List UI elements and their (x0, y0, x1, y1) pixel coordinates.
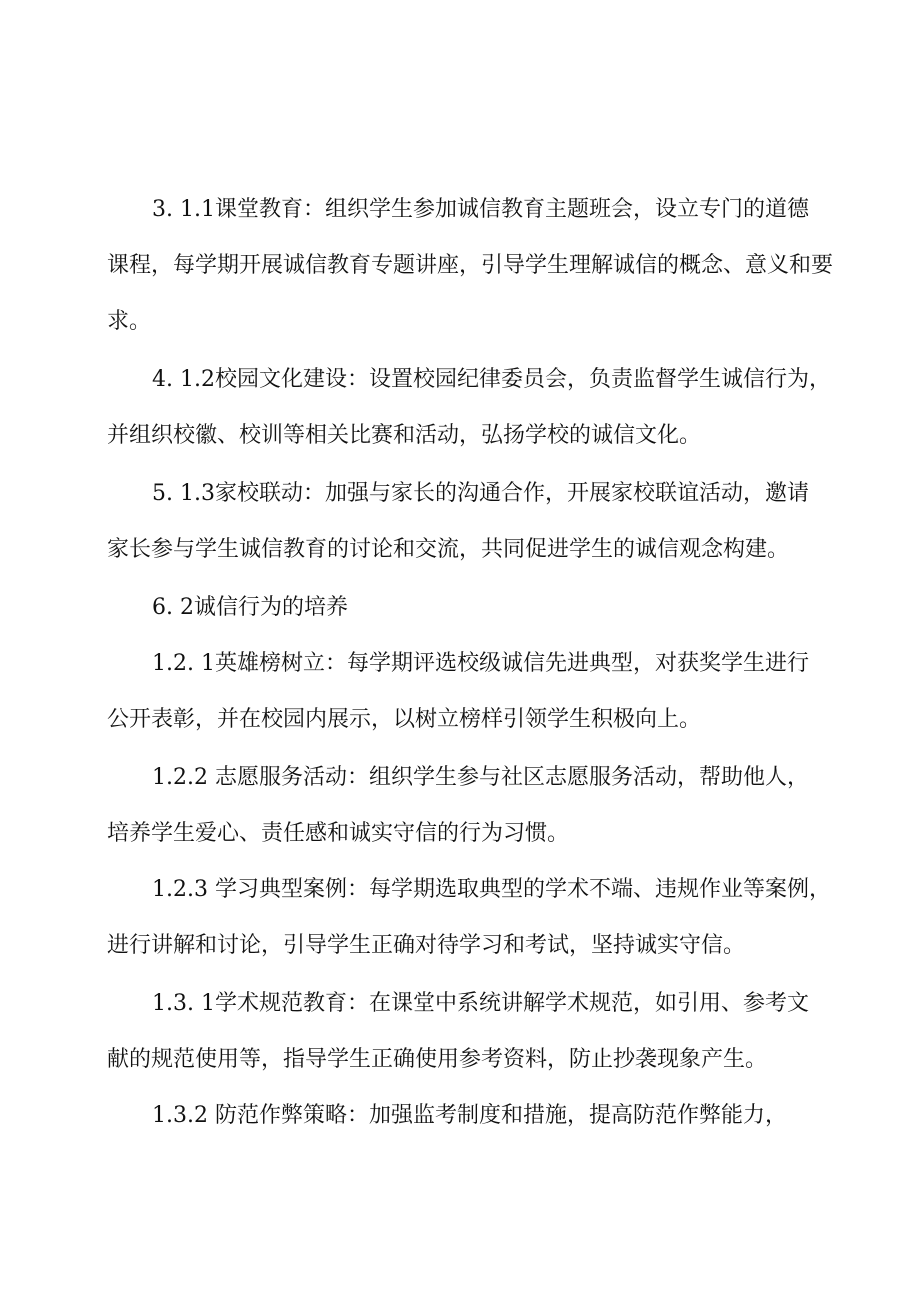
text-line: 4. 1.2校园文化建设：设置校园纪律委员会，负责监督学生诚信行为， (152, 367, 831, 392)
text-line: 6. 2诚信行为的培养 (152, 595, 348, 620)
text-line: 1.3.2 防范作弊策略：加强监考制度和措施，提高防范作弊能力， (152, 1103, 787, 1128)
text-line: 课程，每学期开展诚信教育专题讲座，引导学生理解诚信的概念、意义和要 (107, 253, 834, 278)
text-line: 1.2. 1英雄榜树立：每学期评选校级诚信先进典型，对获奖学生进行 (152, 651, 809, 676)
text-line: 献的规范使用等，指导学生正确使用参考资料，防止抄袭现象产生。 (107, 1047, 768, 1072)
text-line: 5. 1.3家校联动：加强与家长的沟通合作，开展家校联谊活动，邀请 (152, 481, 809, 506)
text-line: 进行讲解和讨论，引导学生正确对待学习和考试，坚持诚实守信。 (107, 933, 746, 958)
text-line: 并组织校徽、校训等相关比赛和活动，弘扬学校的诚信文化。 (107, 423, 702, 448)
text-line: 1.3. 1学术规范教育：在课堂中系统讲解学术规范，如引用、参考文 (152, 991, 809, 1016)
text-line: 1.2.2 志愿服务活动：组织学生参与社区志愿服务活动，帮助他人， (152, 765, 809, 790)
text-line: 3. 1.1课堂教育：组织学生参加诚信教育主题班会，设立专门的道德 (152, 197, 809, 222)
text-line: 家长参与学生诚信教育的讨论和交流，共同促进学生的诚信观念构建。 (107, 537, 790, 562)
text-line: 1.2.3 学习典型案例：每学期选取典型的学术不端、违规作业等案例， (152, 877, 831, 902)
text-line: 求。 (107, 309, 152, 334)
text-line: 公开表彰，并在校园内展示，以树立榜样引领学生积极向上。 (107, 707, 702, 732)
text-line: 培养学生爱心、责任感和诚实守信的行为习惯。 (107, 821, 570, 846)
